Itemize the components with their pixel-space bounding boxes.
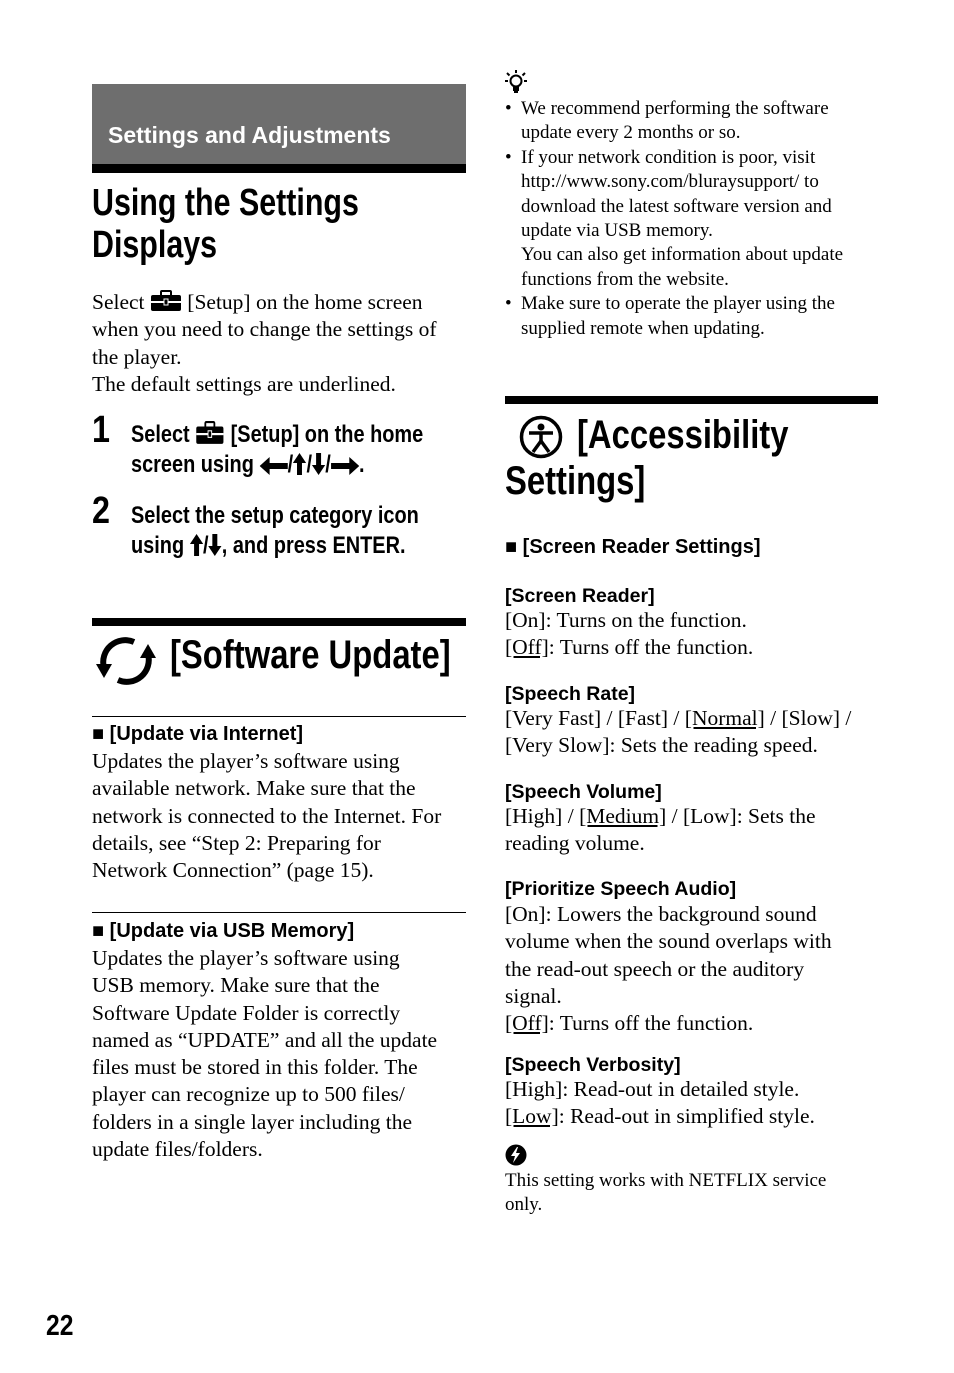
screen-reader-heading: [Screen Reader] xyxy=(505,585,655,607)
step-2-number: 2 xyxy=(92,490,110,532)
accessibility-rule xyxy=(505,396,878,404)
accessibility-title-line2: Settings] xyxy=(505,459,646,503)
default-normal: [Normal] xyxy=(684,706,765,730)
step-1-period: . xyxy=(359,451,365,478)
step-1-text: Select [Setup] on the home screen using / / / . xyxy=(131,421,424,478)
square-bullet-icon: ■ xyxy=(92,920,105,942)
accessibility-title-line1: [Accessibility xyxy=(577,413,789,457)
intro-line4: The default settings are underlined. xyxy=(92,371,396,396)
page-number: 22 xyxy=(46,1310,74,1342)
intro-line3: the player. xyxy=(92,344,182,369)
lightbulb-icon xyxy=(505,70,527,94)
page-title-line1: Using the Settings xyxy=(92,182,359,224)
step-1-number: 1 xyxy=(92,409,110,451)
text-line: named as “UPDATE” and all the update xyxy=(92,1027,438,1052)
intro-select: Select xyxy=(92,290,145,314)
step-1-select: Select xyxy=(131,421,190,448)
note-icon xyxy=(505,1144,527,1166)
intro-paragraph xyxy=(92,289,472,398)
text-line: folders in a single layer including the xyxy=(92,1109,413,1134)
square-bullet-icon: ■ xyxy=(92,723,105,745)
update-usb-body xyxy=(92,945,472,1163)
tips-list xyxy=(505,97,885,341)
speech-verbosity-heading: [Speech Verbosity] xyxy=(505,1054,681,1076)
arrow-right-icon xyxy=(331,457,359,475)
section-tab-label: Settings and Adjustments xyxy=(108,122,391,148)
text-line: update files/folders. xyxy=(92,1137,263,1162)
accessibility-icon xyxy=(519,415,563,459)
speech-volume-body: [High] / [Medium] / [Low]: Sets the reading volume. xyxy=(505,804,816,856)
toolbox-icon xyxy=(195,421,225,445)
text-line: network is connected to the Internet. For xyxy=(92,803,442,828)
step-1-line2: screen using xyxy=(131,451,254,478)
support-url-line: http://www.sony.com/bluraysupport/ to xyxy=(521,171,819,193)
default-medium: [Medium] xyxy=(579,804,667,828)
default-off: [Off] xyxy=(505,1011,549,1036)
intro-line2: when you need to change the settings of xyxy=(92,317,437,342)
arrow-up-icon xyxy=(190,534,203,556)
arrow-down-icon xyxy=(312,453,325,475)
speech-rate-heading: [Speech Rate] xyxy=(505,683,636,705)
text-line: files must be stored in this folder. The xyxy=(92,1055,418,1080)
speech-verbosity-body: [High]: Read-out in detailed style. [Low]: Read-out in simplified style. xyxy=(505,1077,815,1129)
text-line: player can recognize up to 500 files/ xyxy=(92,1082,405,1107)
screen-reader-settings-label: [Screen Reader Settings] xyxy=(522,536,761,558)
update-cycle-icon xyxy=(94,634,158,688)
step-2-using: using xyxy=(131,532,185,559)
list-item: • We recommend performing the software update every 2 months or so. xyxy=(505,97,885,146)
step-2-text: Select the setup category icon using / , and press ENTER. xyxy=(131,501,463,561)
step-2-line1: Select the setup category icon xyxy=(131,502,419,529)
note-text: This setting works with NETFLIX service only. xyxy=(505,1170,827,1216)
update-internet-body xyxy=(92,748,472,884)
update-usb-label: [Update via USB Memory] xyxy=(109,920,355,942)
text-line: details, see “Step 2: Preparing for xyxy=(92,830,381,855)
screen-reader-settings-heading xyxy=(505,534,761,560)
section-tab-rule xyxy=(92,164,466,173)
list-item: • Make sure to operate the player using the supplied remote when updating. xyxy=(505,292,885,341)
prioritize-speech-heading: [Prioritize Speech Audio] xyxy=(505,878,737,900)
arrow-left-icon xyxy=(259,457,287,475)
step-1-rest: [Setup] on the home xyxy=(230,421,424,448)
arrow-down-icon xyxy=(208,534,221,556)
page-title-line2: Displays xyxy=(92,224,218,266)
text-line: Network Connection” (page 15). xyxy=(92,858,374,883)
text-line: Updates the player’s software using xyxy=(92,749,400,773)
text-line: USB memory. Make sure that the xyxy=(92,973,380,998)
update-internet-label: [Update via Internet] xyxy=(109,723,304,745)
software-update-title: [Software Update] xyxy=(170,633,451,677)
software-update-rule xyxy=(92,618,466,626)
page-title xyxy=(92,182,476,266)
default-off: [Off] xyxy=(505,635,549,660)
update-usb-heading xyxy=(92,918,354,944)
speech-rate-body: [Very Fast] / [Fast] / [Normal] / [Slow] / [Very Slow]: Sets the reading speed. xyxy=(505,706,857,758)
default-low: [Low] xyxy=(505,1104,559,1129)
step-2-suffix: , and press ENTER. xyxy=(221,532,406,559)
intro-setup: [Setup] on the home screen xyxy=(187,290,423,314)
internet-rule xyxy=(92,716,466,717)
arrow-up-icon xyxy=(293,453,306,475)
update-internet-heading xyxy=(92,721,303,747)
speech-volume-heading: [Speech Volume] xyxy=(505,781,662,803)
text-line: Software Update Folder is correctly xyxy=(92,1000,401,1025)
prioritize-speech-body: [On]: Lowers the background sound volume when the sound overlaps with the read-out speech or the auditory signal. [Off]: Turns off the function. xyxy=(505,902,832,1036)
usb-rule xyxy=(92,912,466,913)
square-bullet-icon: ■ xyxy=(505,536,518,558)
screen-reader-body: [On]: Turns on the function. [Off]: Turns off the function. xyxy=(505,608,754,660)
text-line: Updates the player’s software using xyxy=(92,946,400,970)
section-tab xyxy=(92,84,466,164)
list-item: • If your network condition is poor, visit http://www.sony.com/bluraysupport/ to download the latest software version and update via USB memory. You can also get information about update functions from the website. xyxy=(505,146,885,292)
text-line: available network. Make sure that the xyxy=(92,776,416,801)
toolbox-icon xyxy=(150,290,182,312)
